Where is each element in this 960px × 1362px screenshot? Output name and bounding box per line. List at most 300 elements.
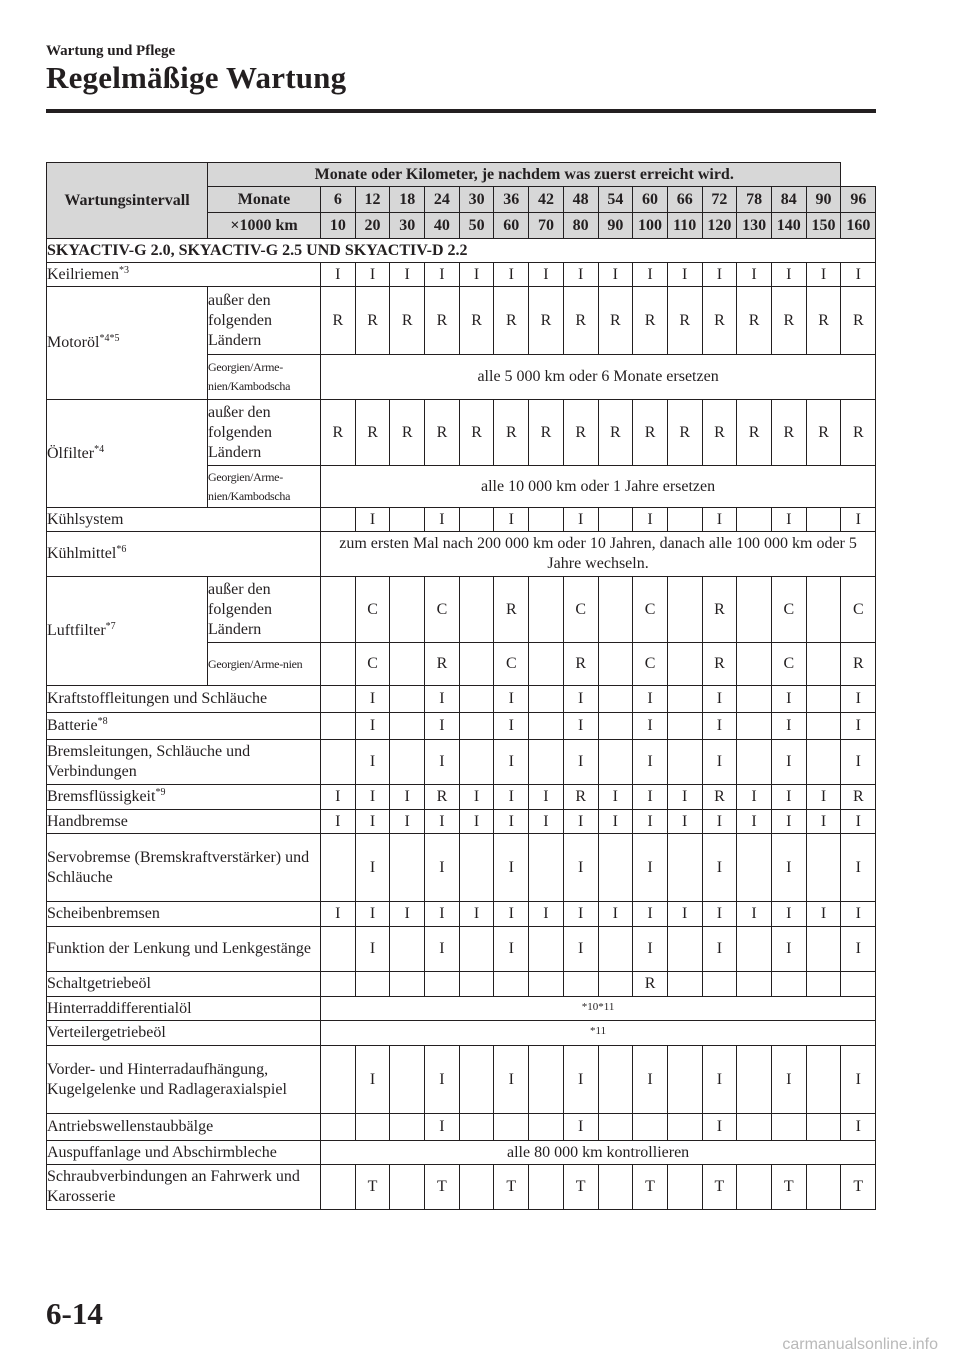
interval-value xyxy=(529,1114,564,1141)
interval-value: C xyxy=(355,643,390,686)
interval-value: I xyxy=(841,713,876,740)
interval-value: R xyxy=(355,287,390,355)
interval-value: R xyxy=(563,643,598,686)
interval-value: C xyxy=(633,643,668,686)
interval-value: R xyxy=(494,287,529,355)
row-auspuff xyxy=(47,1141,876,1165)
interval-value: I xyxy=(563,810,598,834)
item-aufhaengung xyxy=(47,1046,321,1114)
interval-value: I xyxy=(633,927,668,972)
interval-value: I xyxy=(737,785,772,810)
interval-value xyxy=(598,686,633,713)
interval-value: I xyxy=(702,263,737,287)
interval-value xyxy=(806,1165,841,1210)
interval-value: I xyxy=(425,263,460,287)
interval-value xyxy=(598,1165,633,1210)
interval-value: I xyxy=(459,902,494,927)
interval-value: I xyxy=(841,902,876,927)
row-aufhaengung xyxy=(47,1046,876,1114)
title-divider xyxy=(46,109,876,113)
interval-value: I xyxy=(841,263,876,287)
item-label-text: Kraftstoffleitungen und Schläuche xyxy=(47,690,268,707)
interval-value xyxy=(806,643,841,686)
interval-value xyxy=(390,713,425,740)
interval-value: I xyxy=(355,1046,390,1114)
item-bremsleitungen xyxy=(47,740,321,785)
interval-value: I xyxy=(494,902,529,927)
interval-value xyxy=(459,643,494,686)
interval-value xyxy=(598,972,633,997)
km-70: 70 xyxy=(529,213,564,239)
item-oelfilter xyxy=(47,400,208,508)
interval-value: I xyxy=(841,927,876,972)
interval-value: I xyxy=(771,834,806,902)
interval-value: I xyxy=(425,1046,460,1114)
sub-region: Georgien/Arme-nien/Kambodscha xyxy=(208,355,321,400)
interval-value: I xyxy=(355,785,390,810)
item-label-text: Auspuffanlage und Abschirmbleche xyxy=(47,1143,277,1161)
interval-value xyxy=(390,686,425,713)
interval-value xyxy=(806,508,841,532)
interval-value: I xyxy=(425,740,460,785)
km-100: 100 xyxy=(633,213,668,239)
interval-value xyxy=(459,1046,494,1114)
interval-value: I xyxy=(321,263,356,287)
interval-value: R xyxy=(563,287,598,355)
item-servobremse xyxy=(47,834,321,902)
row-hinterrad xyxy=(47,997,876,1021)
interval-value xyxy=(598,927,633,972)
month-24: 24 xyxy=(425,187,460,213)
item-keilriemen xyxy=(47,263,321,287)
footnote-ref: *7 xyxy=(105,621,116,632)
item-schaltgetriebe xyxy=(47,972,321,997)
interval-value xyxy=(737,1114,772,1141)
interval-value xyxy=(355,972,390,997)
item-label-text: Keilriemen xyxy=(47,265,119,283)
interval-value: I xyxy=(771,508,806,532)
interval-value: C xyxy=(355,577,390,643)
km-30: 30 xyxy=(390,213,425,239)
interval-value: R xyxy=(425,643,460,686)
item-label-text: Handbremse xyxy=(47,812,128,830)
interval-value xyxy=(529,1046,564,1114)
interval-value xyxy=(737,577,772,643)
interval-value: I xyxy=(633,1046,668,1114)
interval-value: R xyxy=(667,287,702,355)
interval-value: C xyxy=(771,643,806,686)
interval-value: I xyxy=(702,927,737,972)
interval-value: I xyxy=(321,902,356,927)
interval-value: R xyxy=(737,287,772,355)
interval-value: R xyxy=(702,643,737,686)
interval-value: T xyxy=(425,1165,460,1210)
row-kraftstoff xyxy=(47,686,876,713)
interval-value xyxy=(771,1114,806,1141)
interval-value xyxy=(737,643,772,686)
interval-value xyxy=(806,927,841,972)
interval-value xyxy=(529,972,564,997)
header-row-caption xyxy=(47,163,876,187)
item-oelfilter-alt-text: alle 10 000 km oder 1 Jahre ersetzen xyxy=(321,466,876,508)
interval-value xyxy=(321,740,356,785)
interval-value xyxy=(459,1165,494,1210)
interval-value: R xyxy=(771,400,806,466)
interval-value: I xyxy=(633,686,668,713)
interval-value: T xyxy=(494,1165,529,1210)
interval-value: R xyxy=(390,287,425,355)
interval-value: I xyxy=(355,927,390,972)
interval-value: I xyxy=(771,1046,806,1114)
interval-value: I xyxy=(494,508,529,532)
interval-value xyxy=(806,1114,841,1141)
maintenance-schedule-table xyxy=(46,162,876,1210)
month-42: 42 xyxy=(529,187,564,213)
km-150: 150 xyxy=(806,213,841,239)
interval-value: I xyxy=(355,263,390,287)
interval-value: I xyxy=(425,927,460,972)
interval-value xyxy=(494,972,529,997)
km-60: 60 xyxy=(494,213,529,239)
interval-value: I xyxy=(598,902,633,927)
month-12: 12 xyxy=(355,187,390,213)
interval-value xyxy=(321,713,356,740)
interval-value xyxy=(459,834,494,902)
interval-value: C xyxy=(771,577,806,643)
interval-value: I xyxy=(771,810,806,834)
interval-value: R xyxy=(841,400,876,466)
footnote-ref: *9 xyxy=(155,787,166,798)
sub-general: außer den folgenden Ländern xyxy=(208,287,321,355)
interval-value xyxy=(667,1165,702,1210)
item-luftfilter xyxy=(47,577,208,686)
interval-value: I xyxy=(494,927,529,972)
interval-value: I xyxy=(633,713,668,740)
interval-value: I xyxy=(563,927,598,972)
interval-value: I xyxy=(425,834,460,902)
interval-value: R xyxy=(702,785,737,810)
interval-value xyxy=(494,1114,529,1141)
interval-value: R xyxy=(459,400,494,466)
interval-value: I xyxy=(390,902,425,927)
km-80: 80 xyxy=(563,213,598,239)
interval-value xyxy=(737,1046,772,1114)
interval-value xyxy=(459,508,494,532)
interval-value: I xyxy=(633,740,668,785)
interval-value: I xyxy=(633,263,668,287)
interval-value xyxy=(529,740,564,785)
km-130: 130 xyxy=(737,213,772,239)
interval-value: I xyxy=(390,810,425,834)
footnote-ref: *4*5 xyxy=(99,333,120,344)
interval-value xyxy=(390,740,425,785)
interval-value: I xyxy=(702,713,737,740)
interval-value: R xyxy=(494,400,529,466)
interval-value: T xyxy=(771,1165,806,1210)
row-oelfilter xyxy=(47,400,876,466)
interval-value xyxy=(667,1114,702,1141)
interval-value xyxy=(806,972,841,997)
interval-value xyxy=(667,643,702,686)
interval-value: I xyxy=(841,1114,876,1141)
interval-value: I xyxy=(563,834,598,902)
item-motoroel-alt-text: alle 5 000 km oder 6 Monate ersetzen xyxy=(321,355,876,400)
item-label-text: Scheibenbremsen xyxy=(47,905,160,922)
interval-value: I xyxy=(633,834,668,902)
row-kuehlsystem xyxy=(47,508,876,532)
interval-value: I xyxy=(771,686,806,713)
interval-value xyxy=(667,972,702,997)
interval-value: I xyxy=(355,810,390,834)
item-label-text: Schaltgetriebeöl xyxy=(47,975,151,992)
interval-value: R xyxy=(633,972,668,997)
interval-value xyxy=(459,577,494,643)
item-verteiler-note: *11 xyxy=(321,1021,876,1046)
item-verteiler xyxy=(47,1021,321,1046)
interval-value: I xyxy=(563,902,598,927)
interval-value: R xyxy=(425,785,460,810)
item-hinterrad-note: *10*11 xyxy=(321,997,876,1021)
interval-value xyxy=(321,834,356,902)
month-72: 72 xyxy=(702,187,737,213)
interval-value: I xyxy=(390,263,425,287)
month-30: 30 xyxy=(459,187,494,213)
interval-value: I xyxy=(494,713,529,740)
interval-value: R xyxy=(321,400,356,466)
item-label-text: Kühlmittel xyxy=(47,545,117,562)
interval-value xyxy=(737,834,772,902)
interval-value: I xyxy=(667,902,702,927)
interval-value: R xyxy=(563,400,598,466)
interval-value xyxy=(806,834,841,902)
month-66: 66 xyxy=(667,187,702,213)
item-label-text: Ölfilter xyxy=(47,444,95,462)
interval-value xyxy=(598,834,633,902)
interval-value: R xyxy=(841,785,876,810)
interval-value: I xyxy=(841,686,876,713)
interval-value: I xyxy=(771,927,806,972)
interval-value: I xyxy=(702,1046,737,1114)
interval-value xyxy=(529,713,564,740)
interval-value xyxy=(321,1165,356,1210)
item-label-text: Verteilergetriebeöl xyxy=(47,1024,166,1041)
interval-value: I xyxy=(529,785,564,810)
interval-value: I xyxy=(598,785,633,810)
interval-value xyxy=(529,643,564,686)
interval-value: I xyxy=(563,1046,598,1114)
interval-value xyxy=(667,927,702,972)
interval-value: I xyxy=(806,810,841,834)
item-label-text: Luftfilter xyxy=(47,622,106,639)
interval-value: I xyxy=(771,785,806,810)
interval-value: I xyxy=(425,1114,460,1141)
interval-value: R xyxy=(321,287,356,355)
watermark: carmanualsonline.info xyxy=(782,1336,938,1353)
interval-value: T xyxy=(355,1165,390,1210)
interval-value: I xyxy=(529,263,564,287)
interval-value xyxy=(737,1165,772,1210)
interval-value: I xyxy=(633,810,668,834)
interval-value: R xyxy=(425,287,460,355)
interval-value: R xyxy=(390,400,425,466)
interval-value xyxy=(390,508,425,532)
interval-value: I xyxy=(425,810,460,834)
interval-value: R xyxy=(563,785,598,810)
item-motoroel xyxy=(47,287,208,400)
item-label-text: Batterie xyxy=(47,717,98,734)
interval-value xyxy=(529,686,564,713)
interval-value xyxy=(390,577,425,643)
interval-value xyxy=(390,1165,425,1210)
item-kraftstoff xyxy=(47,686,321,713)
interval-value xyxy=(598,508,633,532)
interval-value: I xyxy=(702,686,737,713)
interval-value: I xyxy=(425,902,460,927)
row-lenkung xyxy=(47,927,876,972)
interval-value: I xyxy=(598,263,633,287)
interval-value: I xyxy=(771,263,806,287)
interval-value: C xyxy=(425,577,460,643)
interval-value: C xyxy=(633,577,668,643)
engine-section-title: SKYACTIV-G 2.0, SKYACTIV-G 2.5 UND SKYACTIV-D 2.2 xyxy=(47,239,876,263)
footnote-ref: *4 xyxy=(94,443,105,455)
interval-value xyxy=(459,740,494,785)
interval-value xyxy=(806,686,841,713)
interval-value xyxy=(321,1046,356,1114)
interval-value: I xyxy=(771,740,806,785)
interval-value xyxy=(529,927,564,972)
km-160: 160 xyxy=(841,213,876,239)
interval-value: R xyxy=(841,643,876,686)
interval-value: I xyxy=(633,902,668,927)
interval-value: I xyxy=(355,713,390,740)
interval-value xyxy=(390,1046,425,1114)
interval-value: R xyxy=(355,400,390,466)
item-kuehlmittel-text: zum ersten Mal nach 200 000 km oder 10 Jahren, danach alle 100 000 km oder 5 Jahre wechseln. xyxy=(321,532,876,577)
interval-value: I xyxy=(494,263,529,287)
interval-value: I xyxy=(355,902,390,927)
interval-header: Wartungsintervall xyxy=(47,163,208,239)
interval-value: I xyxy=(494,785,529,810)
interval-value: I xyxy=(563,713,598,740)
interval-value xyxy=(667,686,702,713)
interval-value xyxy=(390,643,425,686)
interval-value: I xyxy=(702,902,737,927)
interval-value xyxy=(702,972,737,997)
interval-value: I xyxy=(425,508,460,532)
interval-value: R xyxy=(598,287,633,355)
interval-value: I xyxy=(841,1046,876,1114)
interval-value: I xyxy=(425,713,460,740)
row-bremsleitungen xyxy=(47,740,876,785)
interval-value xyxy=(529,1165,564,1210)
item-auspuff xyxy=(47,1141,321,1165)
footnote-ref: *6 xyxy=(116,544,127,555)
interval-value: I xyxy=(321,810,356,834)
interval-value xyxy=(459,686,494,713)
item-kuehlmittel xyxy=(47,532,321,577)
item-lenkung xyxy=(47,927,321,972)
row-scheibenbremsen xyxy=(47,902,876,927)
interval-value: I xyxy=(321,785,356,810)
km-20: 20 xyxy=(355,213,390,239)
footnote-ref: *8 xyxy=(97,716,108,727)
interval-value xyxy=(806,740,841,785)
interval-value xyxy=(598,1114,633,1141)
page-title: Regelmäßige Wartung xyxy=(46,60,347,95)
interval-value: R xyxy=(737,400,772,466)
interval-value xyxy=(667,577,702,643)
item-label-text: Schraubverbindungen an Fahrwerk und Karosserie xyxy=(47,1168,300,1205)
interval-value: I xyxy=(806,785,841,810)
row-handbremse xyxy=(47,810,876,834)
interval-value xyxy=(321,577,356,643)
interval-value xyxy=(459,1114,494,1141)
interval-value xyxy=(355,1114,390,1141)
km-50: 50 xyxy=(459,213,494,239)
interval-value: R xyxy=(702,577,737,643)
interval-value: I xyxy=(459,810,494,834)
interval-value xyxy=(321,643,356,686)
interval-value: R xyxy=(529,400,564,466)
interval-value: R xyxy=(494,577,529,643)
km-140: 140 xyxy=(771,213,806,239)
interval-value: I xyxy=(355,686,390,713)
interval-value: R xyxy=(633,400,668,466)
interval-value xyxy=(737,508,772,532)
item-kuehlsystem xyxy=(47,508,321,532)
interval-value: I xyxy=(702,1114,737,1141)
interval-value: I xyxy=(667,810,702,834)
interval-value: I xyxy=(355,834,390,902)
interval-value: I xyxy=(771,713,806,740)
interval-value: I xyxy=(841,810,876,834)
item-batterie xyxy=(47,713,321,740)
item-bremsfluessigkeit xyxy=(47,785,321,810)
item-auspuff-text: alle 80 000 km kontrollieren xyxy=(321,1141,876,1165)
interval-value: I xyxy=(633,508,668,532)
interval-value xyxy=(459,972,494,997)
interval-value xyxy=(737,740,772,785)
interval-value: T xyxy=(633,1165,668,1210)
interval-value: R xyxy=(529,287,564,355)
interval-value xyxy=(737,927,772,972)
interval-value xyxy=(667,1046,702,1114)
interval-value: I xyxy=(529,810,564,834)
interval-value: I xyxy=(702,834,737,902)
interval-value: R xyxy=(702,400,737,466)
item-scheibenbremsen xyxy=(47,902,321,927)
interval-value: I xyxy=(494,834,529,902)
interval-value xyxy=(737,686,772,713)
item-schrauben xyxy=(47,1165,321,1210)
interval-value: I xyxy=(390,785,425,810)
interval-value: R xyxy=(702,287,737,355)
interval-value xyxy=(459,927,494,972)
item-label-text: Servobremse (Bremskraftverstärker) und Schläuche xyxy=(47,848,310,886)
month-18: 18 xyxy=(390,187,425,213)
month-54: 54 xyxy=(598,187,633,213)
interval-value: T xyxy=(563,1165,598,1210)
interval-value: I xyxy=(529,902,564,927)
interval-value: I xyxy=(563,263,598,287)
item-label-text: Bremsflüssigkeit xyxy=(47,788,156,805)
interval-value xyxy=(667,508,702,532)
month-48: 48 xyxy=(563,187,598,213)
interval-value xyxy=(841,972,876,997)
month-90: 90 xyxy=(806,187,841,213)
interval-value: I xyxy=(737,810,772,834)
